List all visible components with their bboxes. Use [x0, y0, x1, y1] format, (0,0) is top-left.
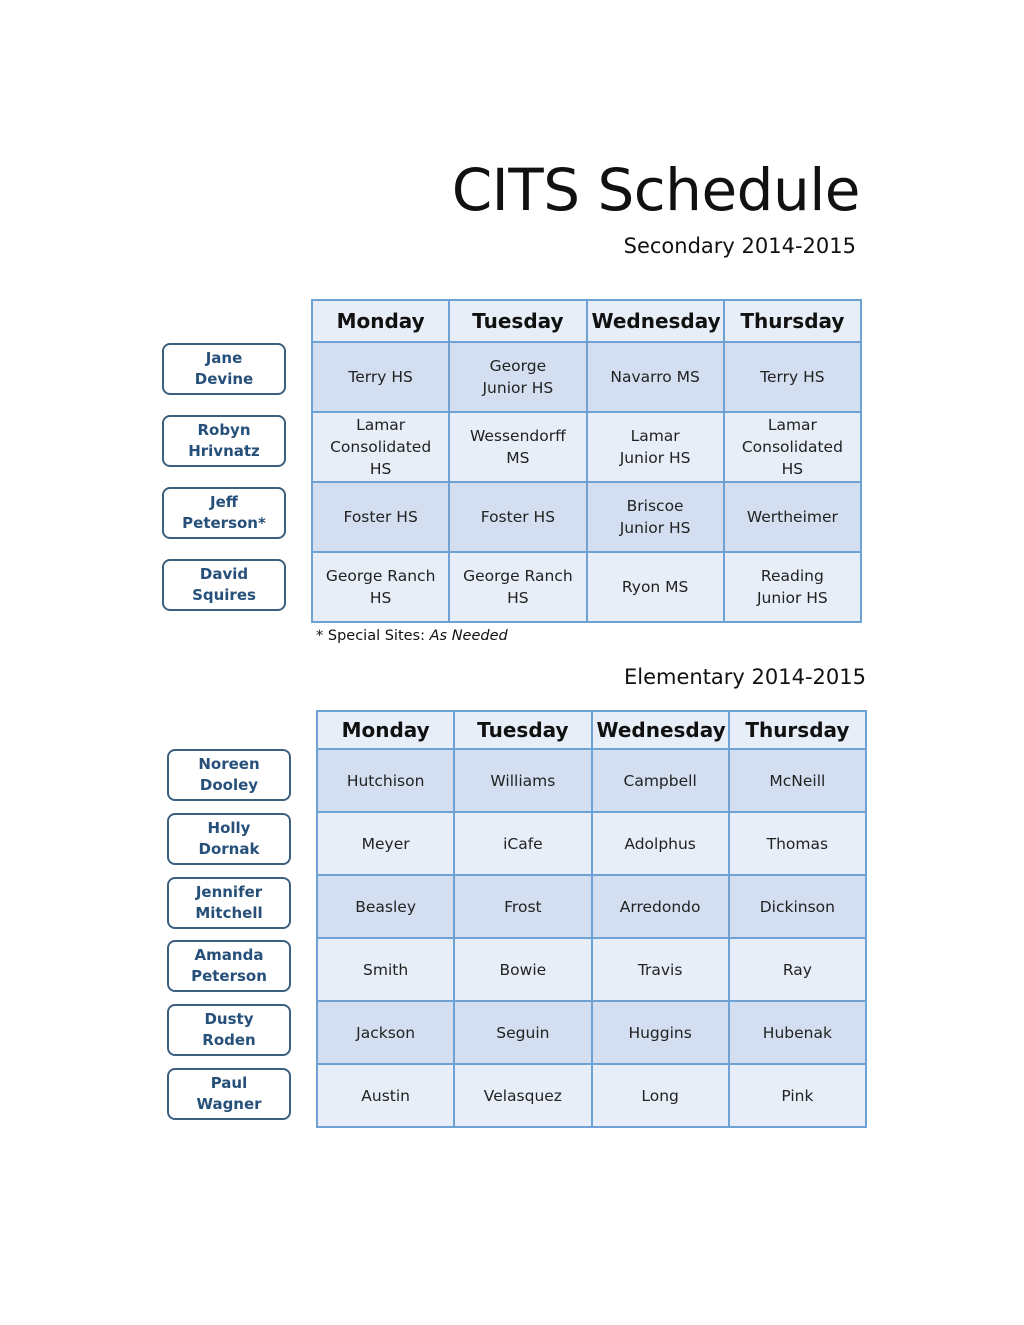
staff-last-name: Peterson: [191, 967, 267, 985]
school-name-line: Huggins: [628, 1023, 692, 1042]
elementary-schedule-row: [317, 938, 866, 1001]
school-name-line: Navarro MS: [610, 368, 700, 386]
footnote-label: * Special Sites:: [316, 628, 430, 644]
secondary-schedule-row: [312, 552, 861, 622]
school-name-line: Smith: [363, 960, 409, 979]
secondary-schedule-table: [311, 299, 862, 623]
elementary-schedule-row: [317, 812, 866, 875]
elementary-schedule-table: [316, 710, 867, 1128]
staff-first-name: Jennifer: [195, 883, 263, 901]
school-name-line: Terry HS: [348, 368, 413, 386]
secondary-schedule-cell: [724, 552, 861, 622]
elementary-day-header: Wednesday: [592, 711, 729, 749]
school-name-line: Hubenak: [762, 1023, 832, 1042]
secondary-day-header: Tuesday: [449, 300, 586, 342]
school-name-line: Jackson: [356, 1023, 416, 1042]
elementary-staff-member: [167, 813, 291, 865]
school-name-line: Velasquez: [483, 1086, 562, 1105]
staff-first-name: David: [199, 565, 249, 583]
elementary-header-row: [317, 711, 866, 749]
staff-first-name: Dusty: [204, 1010, 254, 1028]
elementary-schedule-cell: [592, 875, 729, 938]
secondary-schedule-cell: [312, 482, 449, 552]
secondary-staff-member: [162, 415, 286, 467]
elementary-staff-member: [167, 877, 291, 929]
elementary-schedule-cell: [317, 1064, 454, 1127]
school-name-line: Lamar: [767, 416, 817, 434]
special-sites-note: [316, 628, 508, 644]
school-name-line: George: [489, 357, 547, 375]
secondary-staff-member: [162, 343, 286, 395]
elementary-schedule-cell: [729, 812, 866, 875]
school-name-line: Wertheimer: [746, 508, 838, 526]
school-name-line: iCafe: [503, 834, 543, 853]
elementary-staff-member: [167, 749, 291, 801]
secondary-schedule-cell: [312, 552, 449, 622]
staff-last-name: Roden: [202, 1031, 256, 1049]
elementary-schedule-cell: [592, 812, 729, 875]
elementary-schedule-cell: [317, 875, 454, 938]
secondary-schedule-cell: [587, 412, 724, 482]
school-name-line: Foster HS: [343, 508, 418, 526]
staff-first-name: Jane: [205, 349, 243, 367]
school-name-line: Austin: [361, 1086, 410, 1105]
elementary-schedule-cell: [317, 938, 454, 1001]
elementary-subtitle: Elementary 2014-2015: [623, 665, 866, 689]
secondary-staff-member: [162, 559, 286, 611]
school-name-line: Briscoe: [626, 497, 684, 515]
elementary-day-header: Monday: [317, 711, 454, 749]
secondary-header-row: [312, 300, 861, 342]
secondary-schedule-cell: [587, 552, 724, 622]
secondary-schedule-cell: [449, 342, 586, 412]
school-name-line: Williams: [490, 771, 556, 790]
school-name-line: Reading: [760, 567, 824, 585]
school-name-line: Lamar: [630, 427, 680, 445]
school-name-line: Adolphus: [624, 834, 696, 853]
school-name-line: Foster HS: [480, 508, 556, 526]
school-name-line: Pink: [781, 1086, 814, 1105]
staff-first-name: Paul: [210, 1074, 248, 1092]
school-name-line: Long: [641, 1086, 679, 1105]
school-name-line: Junior HS: [482, 379, 554, 397]
secondary-schedule-row: [312, 482, 861, 552]
elementary-schedule-cell: [592, 1001, 729, 1064]
secondary-schedule-cell: [449, 412, 586, 482]
elementary-schedule-cell: [454, 749, 591, 812]
footnote-value: As Needed: [429, 628, 508, 644]
staff-last-name: Dornak: [198, 840, 260, 858]
elementary-schedule-cell: [454, 875, 591, 938]
school-name-line: Junior HS: [756, 589, 828, 607]
elementary-schedule-cell: [317, 812, 454, 875]
school-name-line: Junior HS: [619, 449, 691, 467]
secondary-schedule-cell: [587, 482, 724, 552]
school-name-line: Bowie: [499, 960, 547, 979]
school-name-line: MS: [506, 449, 530, 467]
school-name-line: Frost: [504, 897, 542, 916]
school-name-line: George Ranch: [325, 567, 436, 585]
school-name-line: Wessendorff: [469, 427, 566, 445]
elementary-schedule-cell: [729, 1064, 866, 1127]
elementary-schedule-row: [317, 749, 866, 812]
school-name-line: HS: [369, 589, 392, 607]
staff-last-name: Hrivnatz: [188, 442, 260, 460]
school-name-line: Beasley: [355, 897, 416, 916]
elementary-day-header: Tuesday: [454, 711, 591, 749]
staff-last-name: Wagner: [196, 1095, 262, 1113]
elementary-day-header: Thursday: [729, 711, 866, 749]
elementary-staff-member: [167, 1068, 291, 1120]
elementary-schedule-cell: [592, 938, 729, 1001]
elementary-schedule-row: [317, 875, 866, 938]
staff-last-name: Squires: [192, 586, 256, 604]
school-name-line: Hutchison: [346, 771, 425, 790]
school-name-line: Meyer: [361, 834, 410, 853]
school-name-line: George Ranch: [463, 567, 573, 585]
school-name-line: McNeill: [769, 771, 826, 790]
staff-first-name: Jeff: [210, 493, 238, 511]
elementary-schedule-cell: [729, 749, 866, 812]
secondary-schedule-cell: [449, 482, 586, 552]
secondary-day-header: Monday: [312, 300, 449, 342]
staff-first-name: Noreen: [198, 755, 260, 773]
secondary-schedule-cell: [587, 342, 724, 412]
elementary-staff-member: [167, 940, 291, 992]
school-name-line: Junior HS: [619, 519, 691, 537]
elementary-schedule-cell: [454, 812, 591, 875]
school-name-line: Ryon MS: [621, 578, 689, 596]
school-name-line: Terry HS: [760, 368, 825, 386]
elementary-schedule-cell: [454, 1064, 591, 1127]
staff-last-name: Mitchell: [195, 904, 263, 922]
school-name-line: Arredondo: [619, 897, 701, 916]
staff-last-name: Dooley: [199, 776, 259, 794]
staff-first-name: Robyn: [197, 421, 251, 439]
school-name-line: Thomas: [766, 834, 829, 853]
elementary-staff-member: [167, 1004, 291, 1056]
secondary-subtitle: Secondary 2014-2015: [623, 234, 856, 258]
school-name-line: Dickinson: [759, 897, 835, 916]
elementary-schedule-row: [317, 1001, 866, 1064]
staff-last-name: Devine: [194, 370, 254, 388]
school-name-line: Ray: [782, 960, 812, 979]
secondary-schedule-cell: [312, 342, 449, 412]
elementary-schedule-cell: [729, 938, 866, 1001]
elementary-schedule-cell: [592, 749, 729, 812]
secondary-schedule-row: [312, 412, 861, 482]
elementary-schedule-cell: [592, 1064, 729, 1127]
secondary-staff-member: [162, 487, 286, 539]
school-name-line: Campbell: [623, 771, 697, 790]
elementary-schedule-cell: [729, 875, 866, 938]
school-name-line: Seguin: [496, 1023, 550, 1042]
school-name-line: HS: [507, 589, 529, 607]
page-title: CITS Schedule: [451, 156, 860, 224]
elementary-schedule-cell: [317, 1001, 454, 1064]
elementary-schedule-cell: [729, 1001, 866, 1064]
elementary-schedule-cell: [317, 749, 454, 812]
secondary-day-header: Wednesday: [587, 300, 724, 342]
staff-first-name: Holly: [207, 819, 251, 837]
staff-last-name: Peterson*: [182, 514, 266, 532]
school-name-line: Lamar: [356, 416, 406, 434]
secondary-schedule-row: [312, 342, 861, 412]
secondary-day-header: Thursday: [724, 300, 861, 342]
secondary-schedule-cell: [724, 482, 861, 552]
secondary-schedule-cell: [724, 342, 861, 412]
school-name-line: Consolidated HS: [330, 438, 432, 478]
school-name-line: Travis: [637, 960, 683, 979]
school-name-line: Consolidated HS: [741, 438, 843, 478]
elementary-schedule-row: [317, 1064, 866, 1127]
secondary-schedule-cell: [724, 412, 861, 482]
elementary-schedule-cell: [454, 1001, 591, 1064]
staff-first-name: Amanda: [194, 946, 264, 964]
secondary-schedule-cell: [312, 412, 449, 482]
secondary-schedule-cell: [449, 552, 586, 622]
elementary-schedule-cell: [454, 938, 591, 1001]
